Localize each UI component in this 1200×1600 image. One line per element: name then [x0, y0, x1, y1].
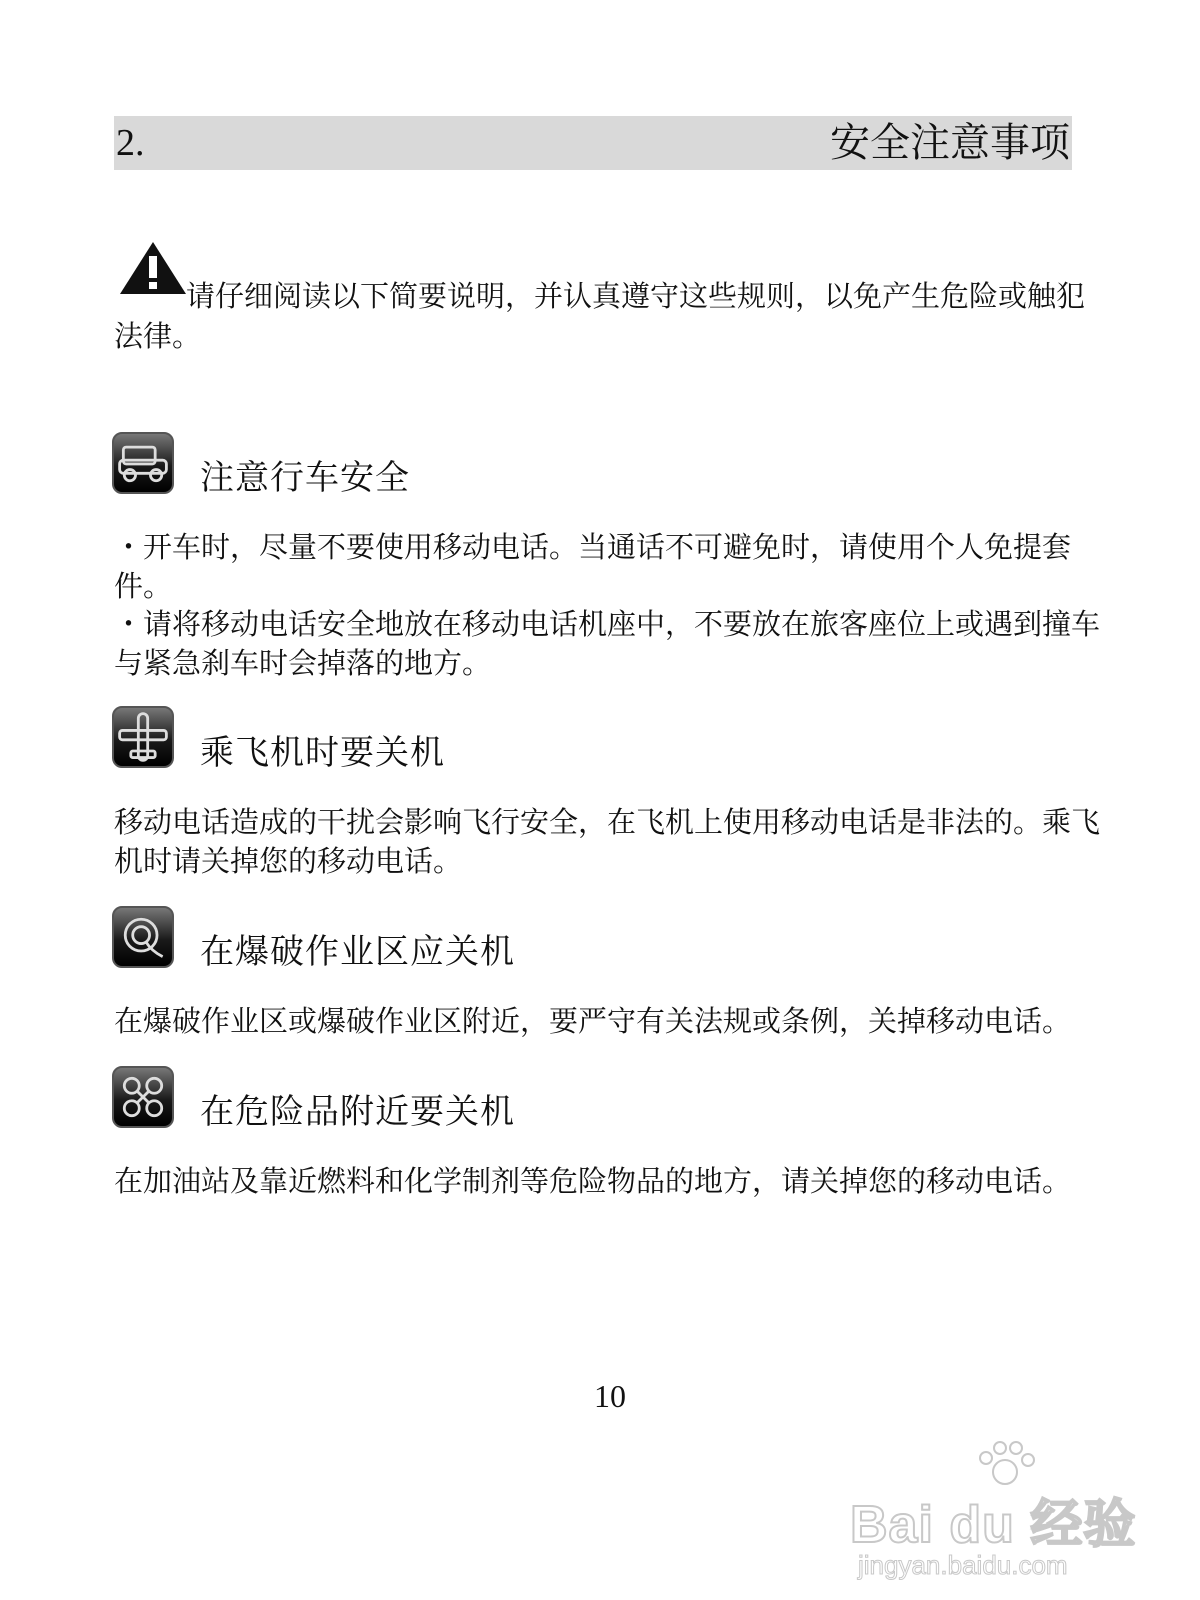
baidu-watermark	[850, 1440, 1150, 1590]
page-number: 10	[594, 1378, 626, 1414]
blasting-heading: 在爆破作业区应关机	[200, 932, 515, 972]
car-icon	[112, 432, 174, 494]
airplane-paragraph: 移动电话造成的干扰会影响飞行安全，在飞机上使用移动电话是非法的。乘飞机时请关掉您的移动电话。	[114, 805, 1101, 878]
blasting-paragraph: 在爆破作业区或爆破作业区附近，要严守有关法规或条例，关掉移动电话。	[114, 1004, 1072, 1038]
intro-text: 请仔细阅读以下简要说明，并认真遵守这些规则，以免产生危险或触犯法律。	[114, 279, 1086, 353]
driving-safety-heading: 注意行车安全	[200, 458, 410, 498]
hazard-paragraph: 在加油站及靠近燃料和化学制剂等危险物品的地方，请关掉您的移动电话。	[114, 1164, 1072, 1198]
driving-paragraph-2: ・请将移动电话安全地放在移动电话机座中，不要放在旅客座位上或遇到撞车与紧急刹车时会掉落的地方。	[114, 607, 1101, 680]
watermark-logo: Bai du 经验	[850, 1496, 1137, 1554]
driving-paragraph-1: ・开车时，尽量不要使用移动电话。当通话不可避免时，请使用个人免提套件。	[114, 530, 1072, 603]
hazard-icon	[112, 1066, 174, 1128]
section-number: 2.	[116, 122, 145, 164]
watermark-url: jingyan.baidu.com	[858, 1550, 1068, 1580]
blasting-icon	[112, 906, 174, 968]
hazard-heading: 在危险品附近要关机	[200, 1092, 515, 1132]
section-title: 安全注意事项	[830, 120, 1070, 166]
airplane-icon	[112, 706, 174, 768]
section-header	[114, 116, 1072, 170]
airplane-heading: 乘飞机时要关机	[200, 733, 445, 773]
